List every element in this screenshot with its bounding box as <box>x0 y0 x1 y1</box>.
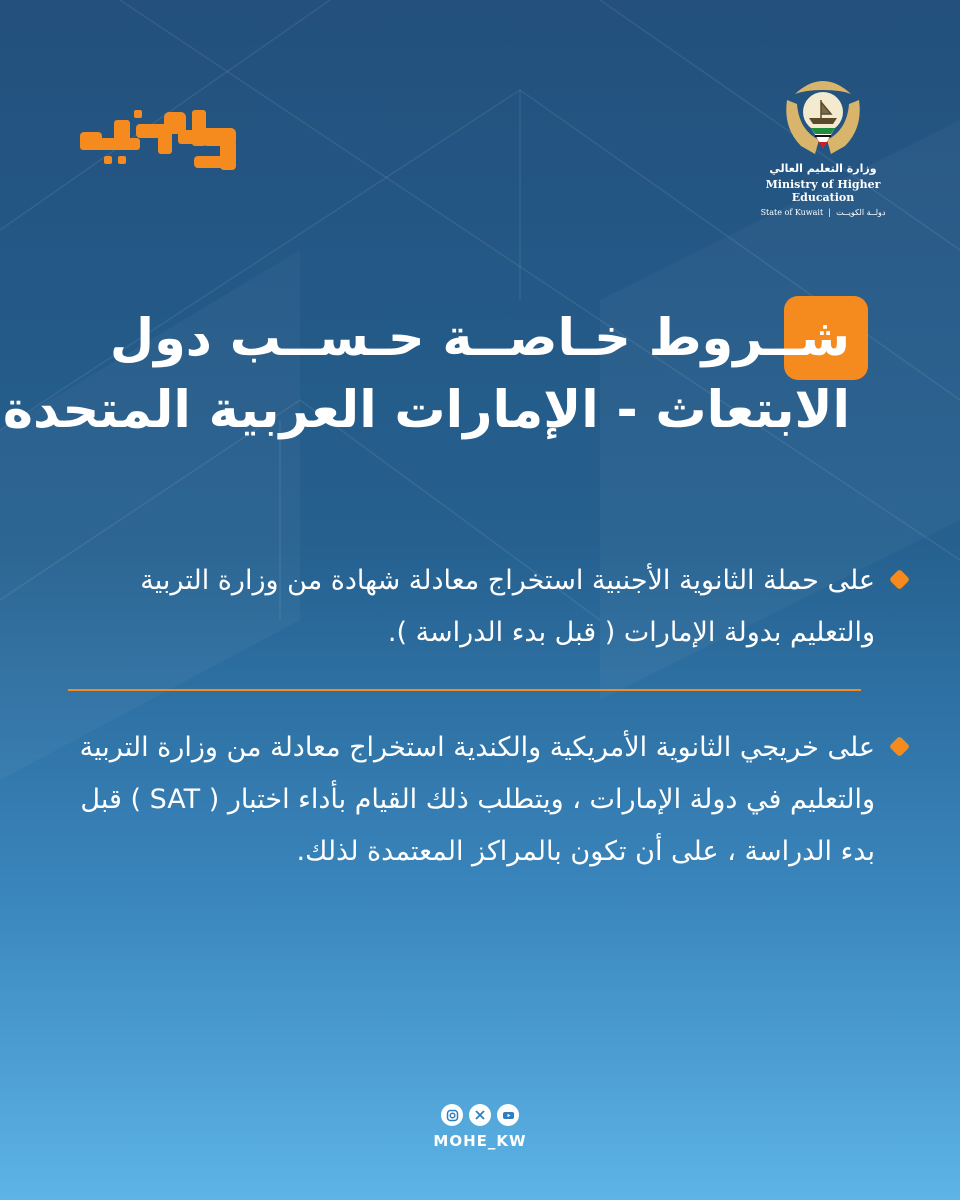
condition-item-1 <box>75 555 875 659</box>
wajjihni-logo <box>74 90 244 176</box>
title-line-2: الابتعاث - الإمارات العربية المتحدة <box>2 381 850 441</box>
ministry-name-ar: وزارة التعليم العالي <box>769 162 877 175</box>
ministry-name-en: Ministry of Higher Education <box>765 178 881 204</box>
ministry-logo <box>738 70 908 217</box>
youtube-icon[interactable] <box>497 1104 519 1126</box>
divider <box>68 689 861 691</box>
state-name-ar: دولــة الكويــت <box>836 208 886 217</box>
state-separator: | <box>825 208 837 217</box>
instagram-icon[interactable] <box>441 1104 463 1126</box>
page-title <box>2 303 850 448</box>
social-footer <box>400 1104 560 1150</box>
x-icon[interactable] <box>469 1104 491 1126</box>
social-handle[interactable]: MOHE_KW <box>433 1132 527 1150</box>
title-line-1: شــروط خـاصــة حـســب دول <box>109 309 850 368</box>
condition-text-2: على خريجي الثانوية الأمريكية والكندية استخراج معادلة من وزارة التربية والتعليم في دولة الإمارات ، ويتطلب ذلك القيام بأداء اختبار ( SAT ) قبل بدء الدراسة ، على أن تكون بالمراكز المعتمدة لذلك. <box>79 732 875 867</box>
kuwait-emblem-icon <box>781 70 865 160</box>
state-line <box>738 208 908 217</box>
condition-item-2 <box>75 722 875 878</box>
state-name-en: State of Kuwait <box>760 208 824 217</box>
condition-text-1: على حملة الثانوية الأجنبية استخراج معادلة شهادة من وزارة التربية والتعليم بدولة الإمارات ( قبل بدء الدراسة ). <box>140 565 875 648</box>
